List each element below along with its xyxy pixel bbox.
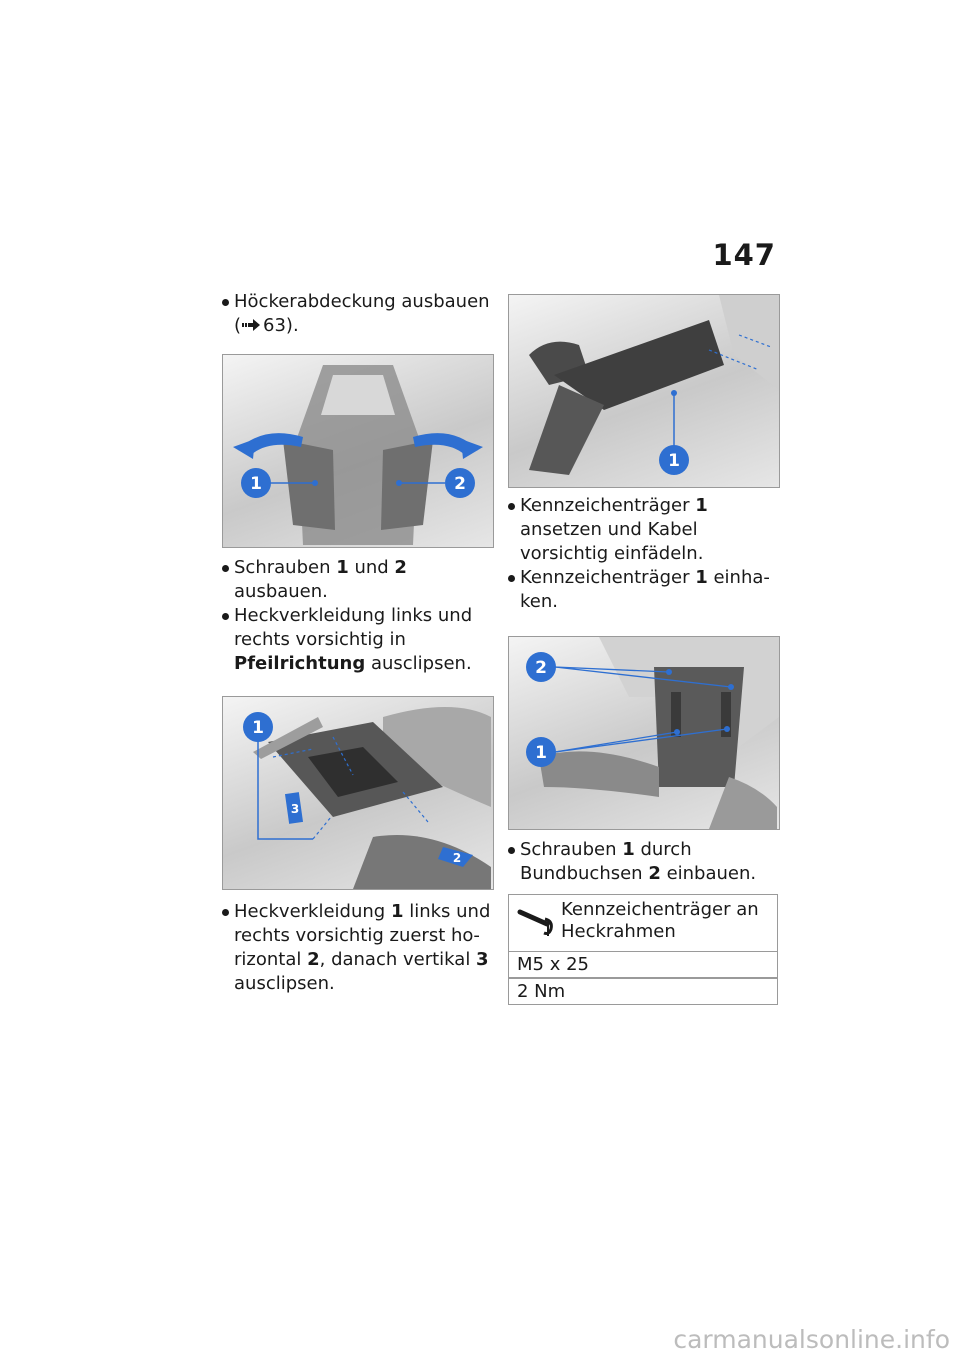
torque-wrench-icon [517,907,555,937]
figure-bushing-screws [508,636,780,830]
figure-rear-panel-illustration [223,697,493,889]
torque-spec-label: Kennzeichenträger an Heckrahmen [561,899,759,942]
page-number: 147 [712,238,776,272]
bullet-icon [222,909,229,916]
step-install-screws: Schrauben 1 durch Bundbuchsen 2 einbauen. [508,838,780,886]
step-unclip-sequence: Heckverkleidung 1 links und rechts vorsichtig zuerst horizontal 2, danach vertikal 3 ausclipsen. [222,900,494,996]
figure-seat-cover-illustration [223,355,493,547]
callout-1: 1 [250,474,262,494]
callout-2: 2 [452,851,462,865]
page-reference[interactable]: ( 63). [234,315,299,336]
bullet-icon [222,299,229,306]
callout-1: 1 [252,718,264,738]
watermark: carmanualsonline.info [673,1325,950,1354]
step-hook-plate-holder: Kennzeichenträger 1 einhaken. [508,566,780,614]
figure-seat-cover-screws [222,354,494,548]
figure-license-plate-holder-illustration [509,295,779,487]
bullet-icon [508,503,515,510]
callout-2: 2 [535,658,547,678]
figure-rear-panel-clips [222,696,494,890]
figure-bushing-screws-illustration [509,637,779,829]
callout-3: 3 [290,802,300,816]
torque-spec-screw: M5 x 25 [509,952,777,978]
arrow-right-icon [242,319,260,331]
left-column [222,290,494,996]
torque-spec-value: 2 Nm [509,978,777,1004]
step-unclip-rear-panel: Heckverkleidung links und rechts vorsichtig in Pfeilrichtung ausclipsen. [222,604,494,676]
bullet-icon [222,613,229,620]
callout-1: 1 [535,743,547,763]
step-remove-screws: Schrauben 1 und 2 ausbauen. [222,556,494,604]
figure-license-plate-holder [508,294,780,488]
bullet-icon [508,847,515,854]
callout-1: 1 [668,451,680,471]
right-column [508,290,780,1005]
callout-2: 2 [454,474,466,494]
bullet-icon [508,575,515,582]
torque-spec-header [509,895,777,952]
step-remove-seat-cover: Höckerabdeckung ausbauen ( 63). [222,290,494,338]
bullet-icon [222,565,229,572]
torque-spec-table [508,894,778,1005]
step-attach-plate-holder: Kennzeichenträger 1 ansetzen und Kabel vorsichtig einfädeln. [508,494,780,566]
